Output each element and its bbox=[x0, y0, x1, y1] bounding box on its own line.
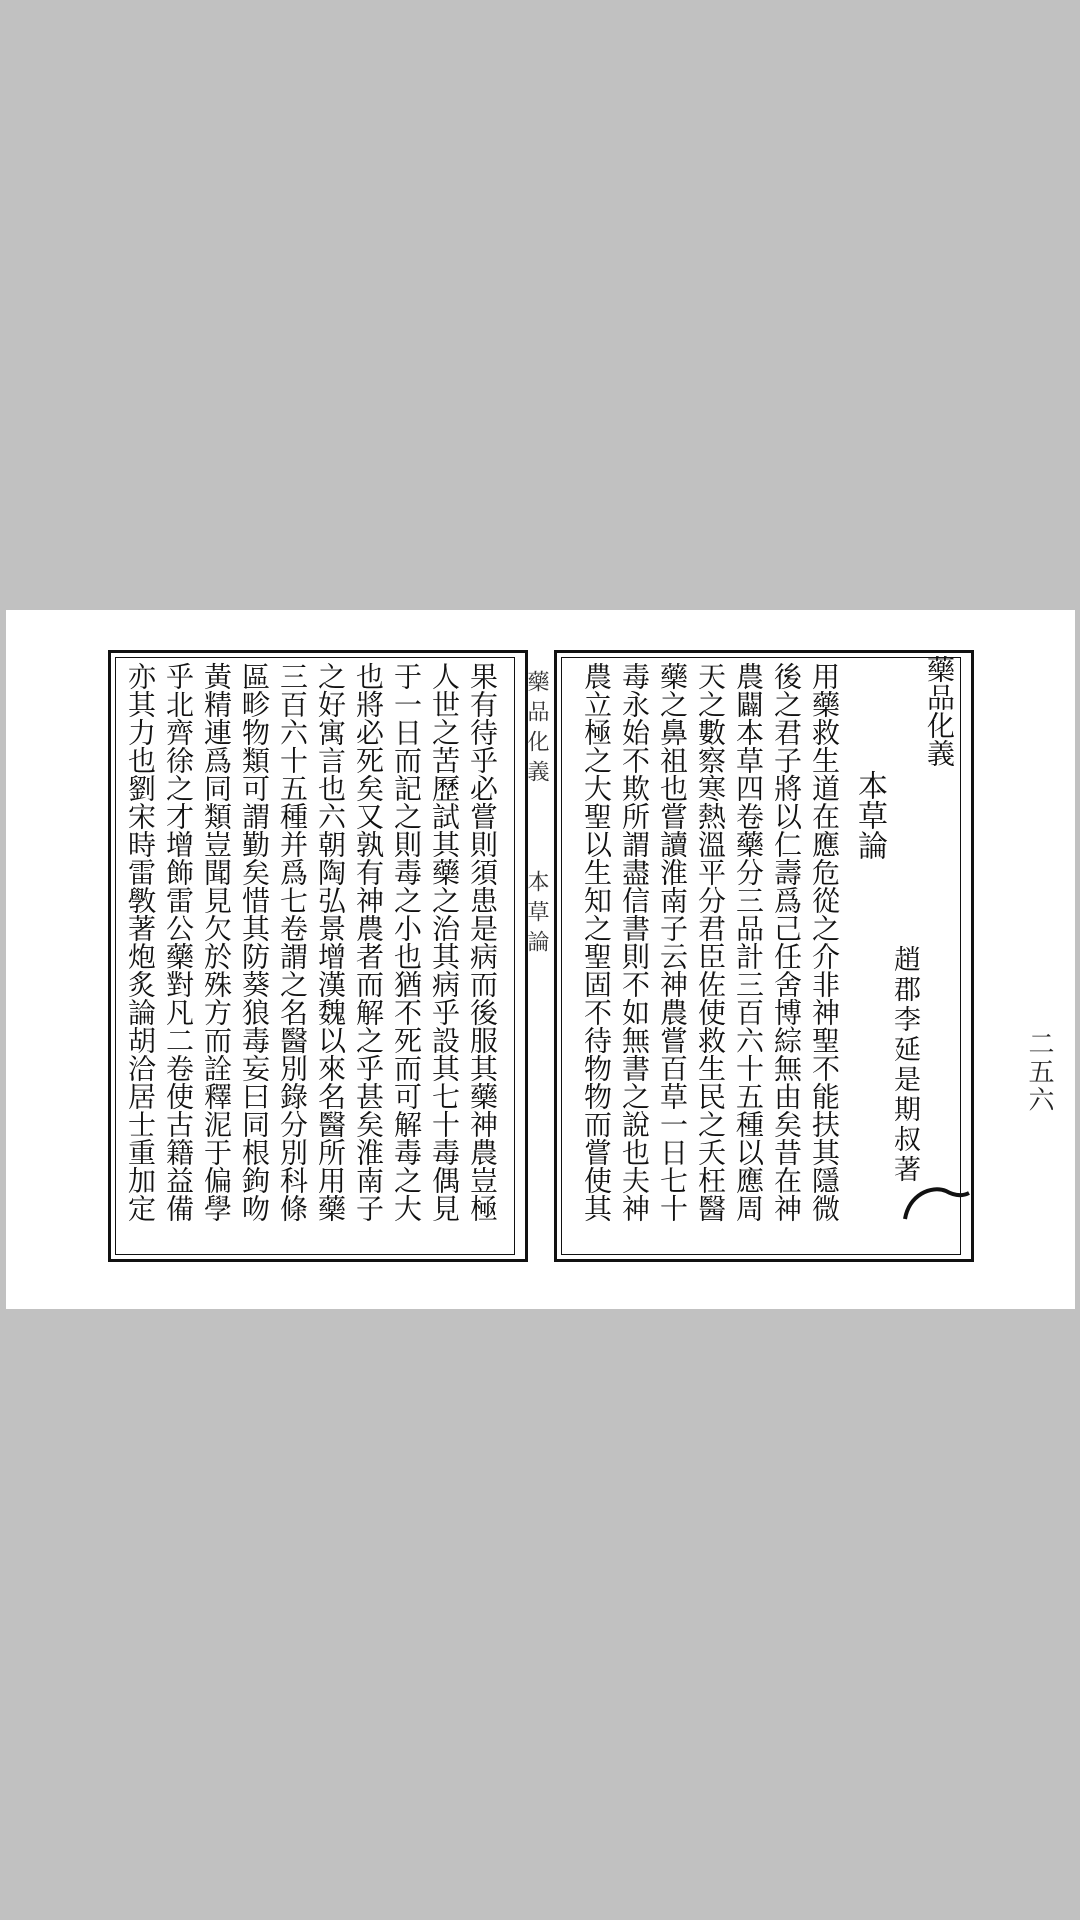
gutter-section-title: 本草論 bbox=[524, 870, 549, 960]
left-page-column-5: 之好寓言也六朝陶弘景增漢魏以來名醫所用藥 bbox=[314, 662, 347, 1222]
left-page-column-8: 黃精連爲同類豈聞見欠於殊方而詮釋泥于偏學 bbox=[200, 662, 233, 1222]
decorative-flourish bbox=[901, 1175, 971, 1225]
right-page-column-6: 毒永始不欺所謂盡信書則不如無書之說也夫神 bbox=[618, 662, 651, 1222]
page-number: 二五六 bbox=[1024, 1030, 1054, 1114]
right-page-column-5: 藥之鼻祖也嘗讀淮南子云神農嘗百草一日七十 bbox=[656, 662, 689, 1222]
right-page-column-4: 天之數察寒熱溫平分君臣佐使救生民之夭枉醫 bbox=[694, 662, 727, 1222]
right-page-column-3: 農闢本草四卷藥分三品計三百六十五種以應周 bbox=[732, 662, 765, 1222]
chapter-heading: 本草論 bbox=[852, 770, 887, 860]
left-page-column-3: 于一日而記之則毒之小也猶不死而可解毒之大 bbox=[390, 662, 423, 1222]
left-page-column-2: 人世之苦歷試其藥之治其病乎設其七十毒偶見 bbox=[428, 662, 461, 1222]
left-page-column-1: 果有待乎必嘗則須患是病而後服其藥神農豈極 bbox=[466, 662, 499, 1222]
right-page-title: 藥品化義 bbox=[923, 655, 956, 767]
left-page-column-7: 區畛物類可謂勤矣惜其防葵狼毒妄曰同根鉤吻 bbox=[238, 662, 271, 1222]
author-line: 趙郡李延是期叔著 bbox=[889, 945, 920, 1185]
left-page-column-10: 亦其力也劉宋時雷斆著炮炙論胡洽居士重加定 bbox=[124, 662, 157, 1222]
left-page-column-6: 三百六十五種并爲七卷謂之名醫別錄分別科條 bbox=[276, 662, 309, 1222]
left-page-column-4: 也將必死矣又孰有神農者而解之乎甚矣淮南子 bbox=[352, 662, 385, 1222]
right-page-column-7: 農立極之大聖以生知之聖固不待物物而嘗使其 bbox=[580, 662, 613, 1222]
right-page-column-1: 用藥救生道在應危從之介非神聖不能扶其隱微 bbox=[808, 662, 841, 1222]
gutter-book-title: 藥品化義 bbox=[524, 670, 549, 790]
left-page-column-9: 乎北齊徐之才增飾雷公藥對凡二卷使古籍益備 bbox=[162, 662, 195, 1222]
scanned-book-spread bbox=[6, 610, 1075, 1309]
right-page-column-2: 後之君子將以仁壽爲己任舍博綜無由矣昔在神 bbox=[770, 662, 803, 1222]
